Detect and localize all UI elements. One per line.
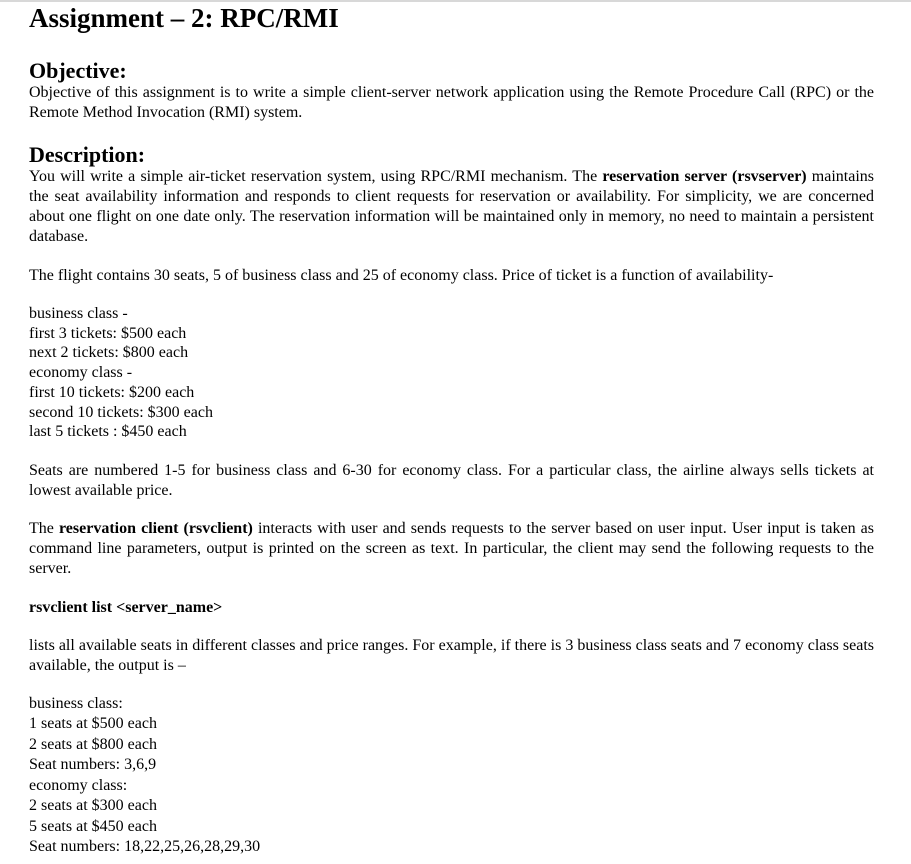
- price-list-item: first 10 tickets: $200 each: [29, 383, 195, 401]
- price-list-item: first 3 tickets: $500 each: [29, 324, 187, 342]
- price-list-item: second 10 tickets: $300 each: [29, 403, 213, 421]
- example-output-line: 5 seats at $450 each: [29, 817, 157, 835]
- price-list-item: next 2 tickets: $800 each: [29, 344, 189, 362]
- description-paragraph-1-start: You will write a simple air-ticket reservation system, using RPC/RMI mechanism. The: [29, 168, 603, 185]
- list-command: rsvclient list <server_name>: [29, 598, 223, 616]
- example-output-line: Seat numbers: 18,22,25,26,28,29,30: [29, 838, 261, 856]
- price-list-item: economy class -: [29, 364, 133, 382]
- objective-text: Objective of this assignment is to write a simple client-server network application using the Remote Procedure Call (RPC) or the Remote Method Invocation (RMI) system.: [29, 84, 874, 121]
- document-page: [29, 0, 874, 858]
- description-paragraph-1-end: maintains the seat availability information and responds to client requests for reservation or availability. For simplicity, we are concerned about one flight on one date only. The reservation information will be maintained only in memory, no need to maintain a persistent database.: [29, 168, 875, 245]
- example-output-line: 1 seats at $500 each: [29, 715, 157, 733]
- description-paragraph-2: The flight contains 30 seats, 5 of business class and 25 of economy class. Price of ticket is a function of availability-: [29, 267, 774, 284]
- page-title: Assignment – 2: RPC/RMI: [29, 3, 339, 33]
- description-heading: Description:: [29, 142, 146, 167]
- example-output-line: business class:: [29, 694, 123, 712]
- example-output-line: Seat numbers: 3,6,9: [29, 756, 157, 774]
- description-paragraph-1: [29, 167, 874, 247]
- reservation-server-term: reservation server (rsvserver): [602, 168, 807, 185]
- description-paragraph-4-start: The: [29, 519, 59, 537]
- description-paragraph-5: lists all available seats in different classes and price ranges. For example, if there is 3 business class seats and 7 economy class seats available, the output is –: [29, 636, 874, 674]
- price-list-item: business class -: [29, 305, 128, 322]
- description-paragraph-4-end: interacts with user and sends requests to the server based on user input. User input is taken as command line parameters, output is printed on the screen as text. In particular, the client may send the following requests to the server.: [29, 519, 874, 577]
- price-list: [29, 304, 874, 442]
- reservation-client-term: reservation client (rsvclient): [58, 519, 253, 537]
- description-paragraph-4: [29, 519, 874, 579]
- description-paragraph-3: Seats are numbered 1-5 for business class and 6-30 for economy class. For a particular class, the airline always sells tickets at lowest available price.: [29, 461, 874, 499]
- objective-heading: Objective:: [29, 58, 127, 83]
- price-list-item: last 5 tickets : $450 each: [29, 423, 187, 441]
- example-output-line: economy class:: [29, 776, 128, 794]
- example-output: [29, 694, 874, 858]
- example-output-line: 2 seats at $300 each: [29, 797, 157, 815]
- example-output-line: 2 seats at $800 each: [29, 735, 157, 753]
